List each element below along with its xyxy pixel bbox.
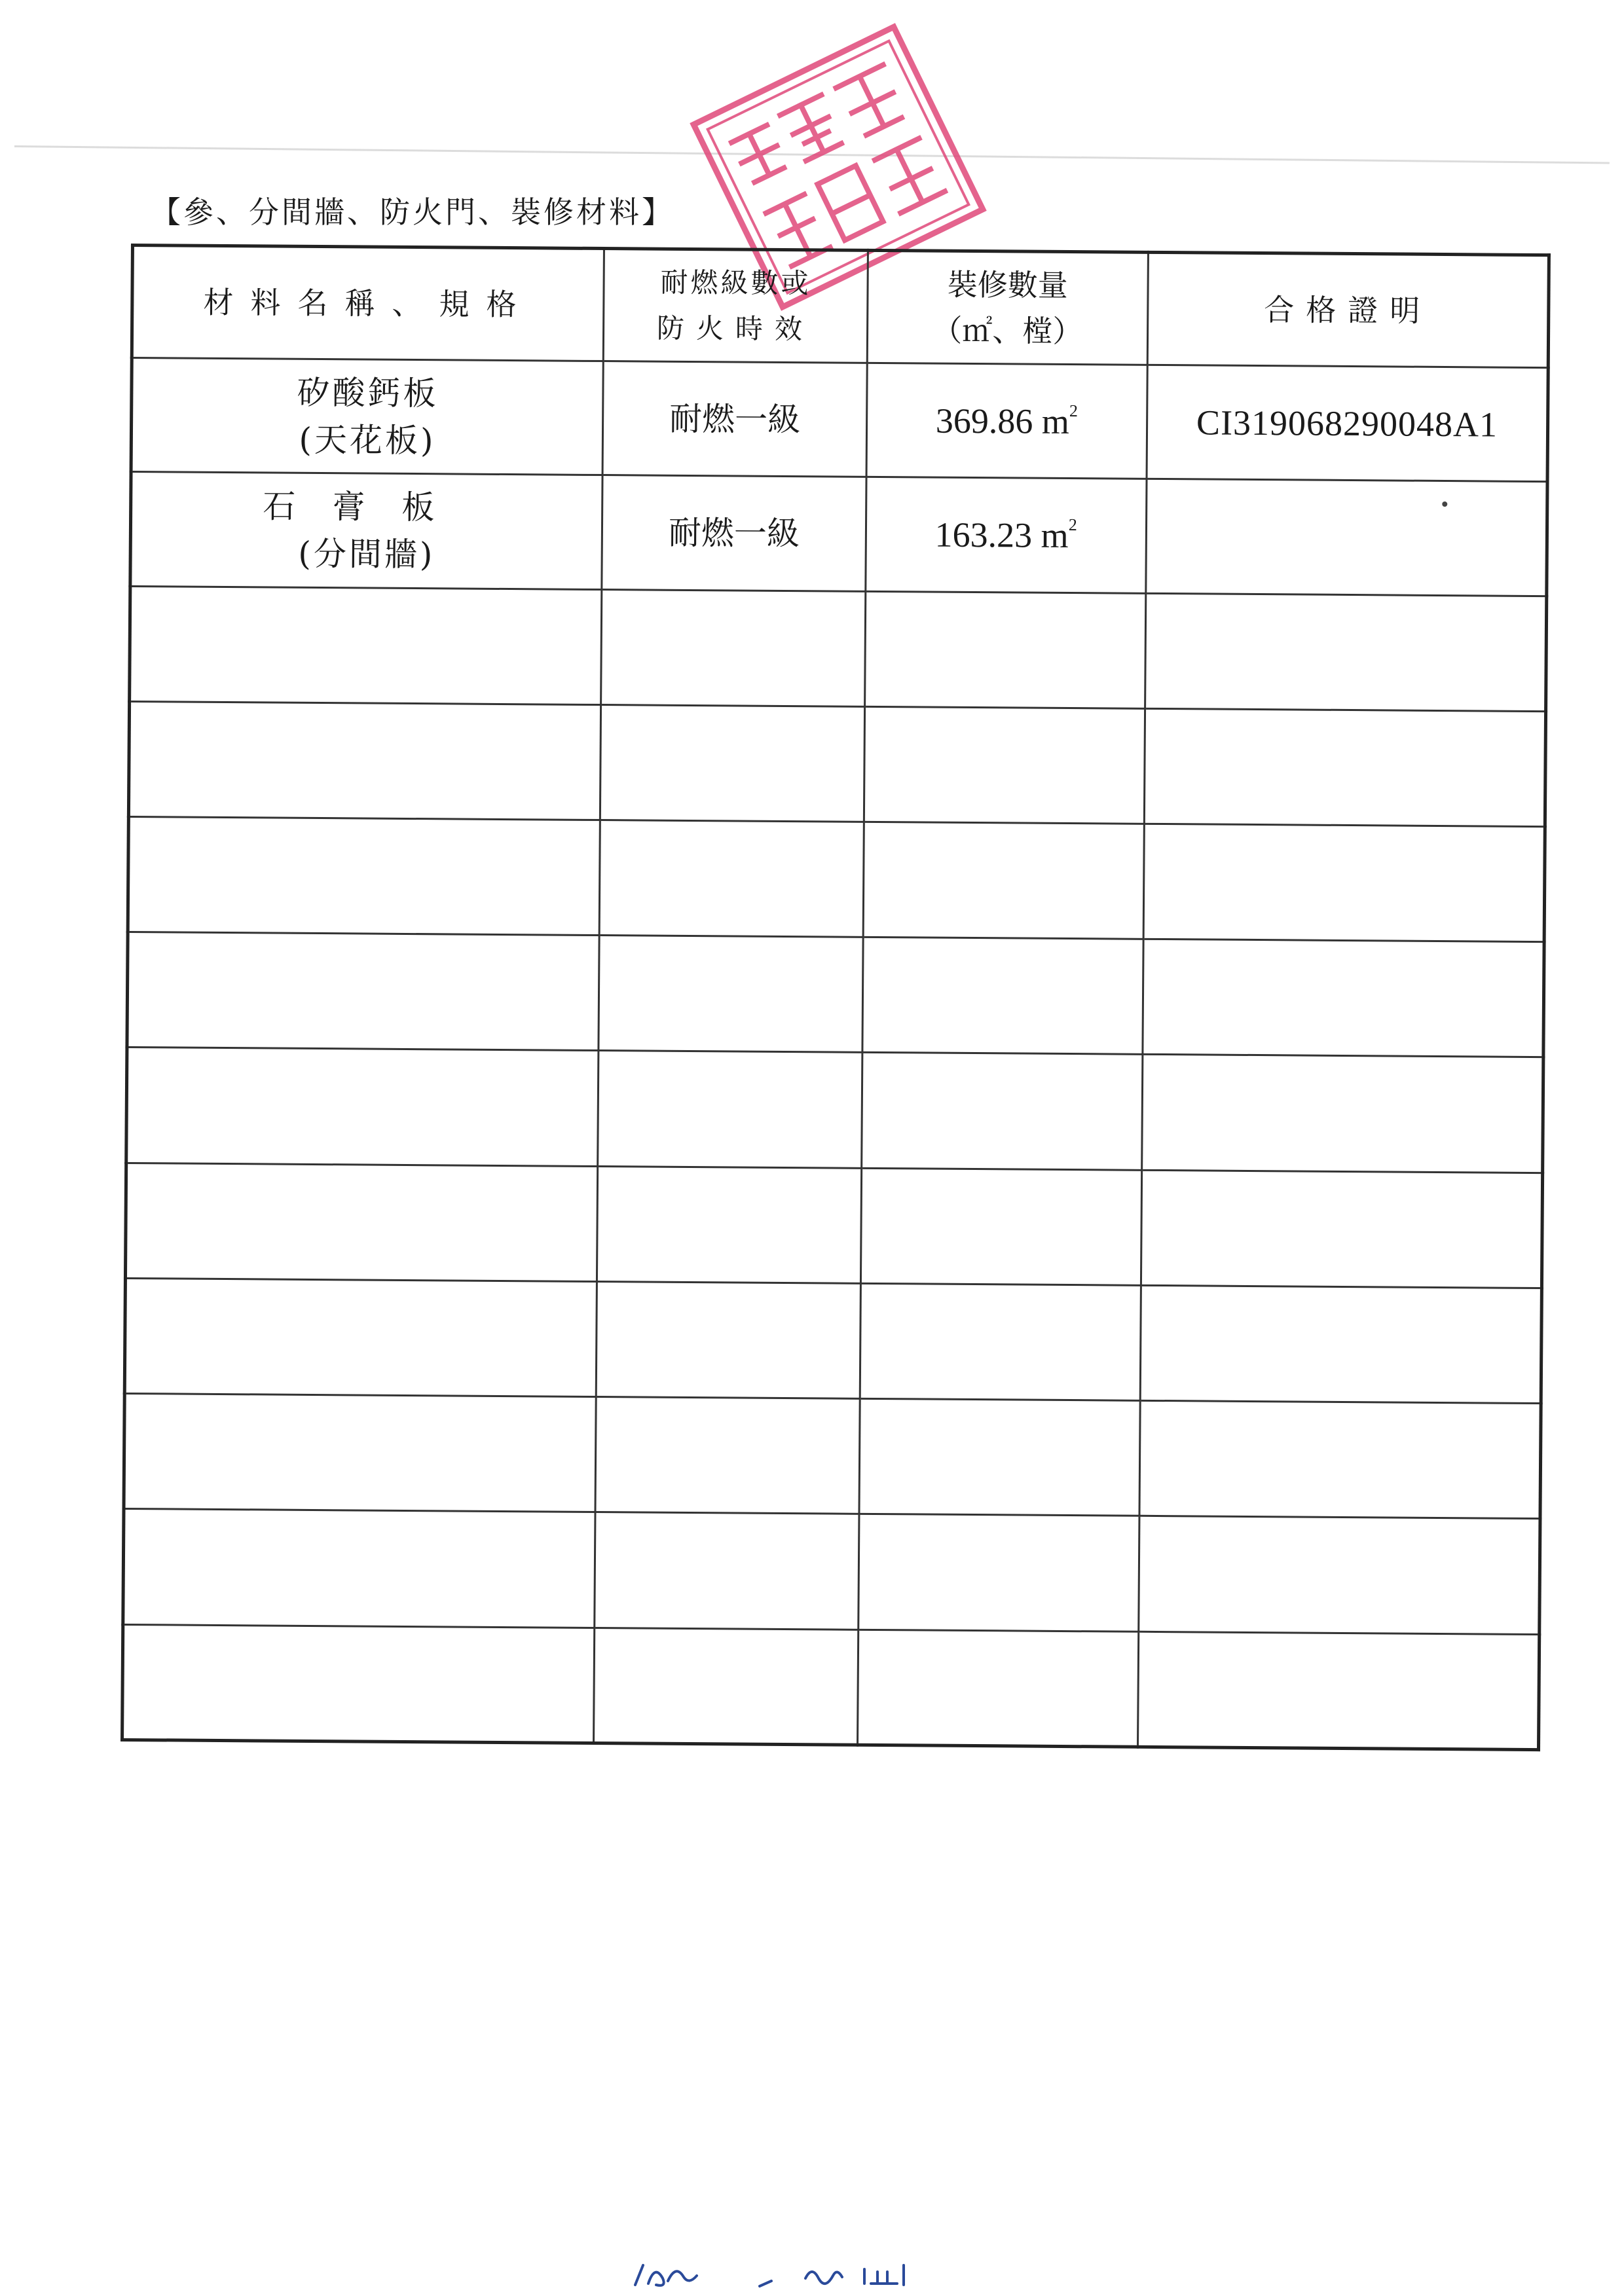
- quantity-unit-exponent: 2: [1069, 401, 1079, 420]
- header-quantity-line1: 裝修數量: [947, 266, 1068, 304]
- empty-cell: [128, 701, 600, 820]
- quantity-value: 163.23: [934, 515, 1033, 555]
- empty-cell: [860, 1283, 1141, 1400]
- material-name-cell: [130, 472, 602, 589]
- empty-cell: [1141, 1170, 1542, 1288]
- header-material-name: 材料名稱、規格: [132, 246, 604, 361]
- table-row-empty: [130, 586, 1547, 711]
- empty-cell: [124, 1394, 596, 1512]
- table-row-empty: [127, 932, 1544, 1057]
- quantity-value: 369.86: [935, 401, 1033, 441]
- empty-cell: [123, 1509, 595, 1628]
- empty-cell: [1142, 1055, 1543, 1173]
- empty-cell: [600, 704, 865, 822]
- header-fire-rating-line1: 耐燃級數或: [660, 266, 811, 300]
- empty-cell: [862, 938, 1143, 1055]
- empty-cell: [1139, 1400, 1541, 1519]
- quantity-unit: m: [1041, 515, 1069, 555]
- table-header-row: [132, 246, 1549, 368]
- header-quantity-line2: （㎡、樘）: [932, 312, 1083, 350]
- empty-cell: [597, 1166, 862, 1283]
- empty-cell: [1140, 1285, 1541, 1404]
- quantity-cell: [865, 477, 1146, 593]
- empty-cell: [1145, 593, 1546, 712]
- empty-cell: [860, 1168, 1141, 1285]
- table-row: [131, 358, 1548, 482]
- empty-cell: [128, 816, 600, 935]
- empty-cell: [858, 1514, 1139, 1631]
- empty-cell: [1137, 1631, 1539, 1750]
- empty-cell: [596, 1281, 860, 1398]
- empty-cell: [595, 1397, 860, 1514]
- empty-cell: [130, 586, 602, 704]
- fire-rating-cell: 耐燃一級: [602, 475, 866, 591]
- empty-cell: [127, 932, 599, 1051]
- stray-mark: [1442, 501, 1447, 507]
- table-row-empty: [124, 1278, 1541, 1403]
- quantity-unit-exponent: 2: [1068, 515, 1077, 535]
- material-name: 石膏板: [263, 487, 471, 527]
- empty-cell: [863, 822, 1144, 939]
- materials-table: [120, 244, 1551, 1751]
- empty-cell: [122, 1624, 595, 1743]
- empty-cell: [124, 1278, 597, 1396]
- material-name: 矽酸鈣板: [297, 373, 439, 413]
- empty-cell: [861, 1053, 1142, 1170]
- empty-cell: [126, 1048, 599, 1166]
- certificate-cell: CI319068290048A1: [1147, 365, 1548, 481]
- empty-cell: [857, 1630, 1138, 1747]
- table-row-empty: [128, 816, 1545, 941]
- header-quantity: [867, 250, 1148, 365]
- certificate-cell: [1146, 479, 1547, 596]
- materials-table-container: [120, 244, 1551, 1751]
- empty-cell: [598, 1051, 862, 1168]
- table-row-empty: [124, 1394, 1541, 1519]
- handwritten-scribble-icon: [629, 2252, 956, 2291]
- empty-cell: [599, 820, 864, 938]
- empty-cell: [864, 591, 1145, 708]
- material-usage: (分間牆): [298, 534, 435, 574]
- quantity-cell: [866, 363, 1147, 479]
- table-row: [130, 472, 1547, 596]
- empty-cell: [594, 1628, 858, 1745]
- empty-cell: [599, 936, 863, 1053]
- table-row-empty: [128, 701, 1545, 826]
- table-row-empty: [123, 1509, 1540, 1634]
- empty-cell: [595, 1512, 859, 1630]
- table-row-empty: [122, 1624, 1540, 1749]
- empty-cell: [1144, 708, 1545, 827]
- empty-cell: [864, 706, 1145, 824]
- empty-cell: [1143, 939, 1544, 1058]
- table-row-empty: [125, 1163, 1542, 1288]
- empty-cell: [125, 1163, 597, 1281]
- table-row-empty: [126, 1048, 1543, 1173]
- empty-cell: [1139, 1516, 1540, 1635]
- material-name-cell: [131, 358, 603, 475]
- quantity-unit: m: [1041, 401, 1070, 441]
- empty-cell: [859, 1398, 1140, 1516]
- empty-cell: [601, 589, 866, 706]
- header-certificate: 合格證明: [1147, 252, 1549, 367]
- material-usage: (天花板): [299, 420, 436, 460]
- header-fire-rating: [604, 249, 868, 363]
- empty-cell: [1143, 824, 1545, 942]
- fire-rating-cell: 耐燃一級: [602, 361, 867, 477]
- header-fire-rating-line2: 防火時效: [656, 312, 815, 346]
- section-heading: 【參、分間牆、防火門、裝修材料】: [151, 194, 674, 230]
